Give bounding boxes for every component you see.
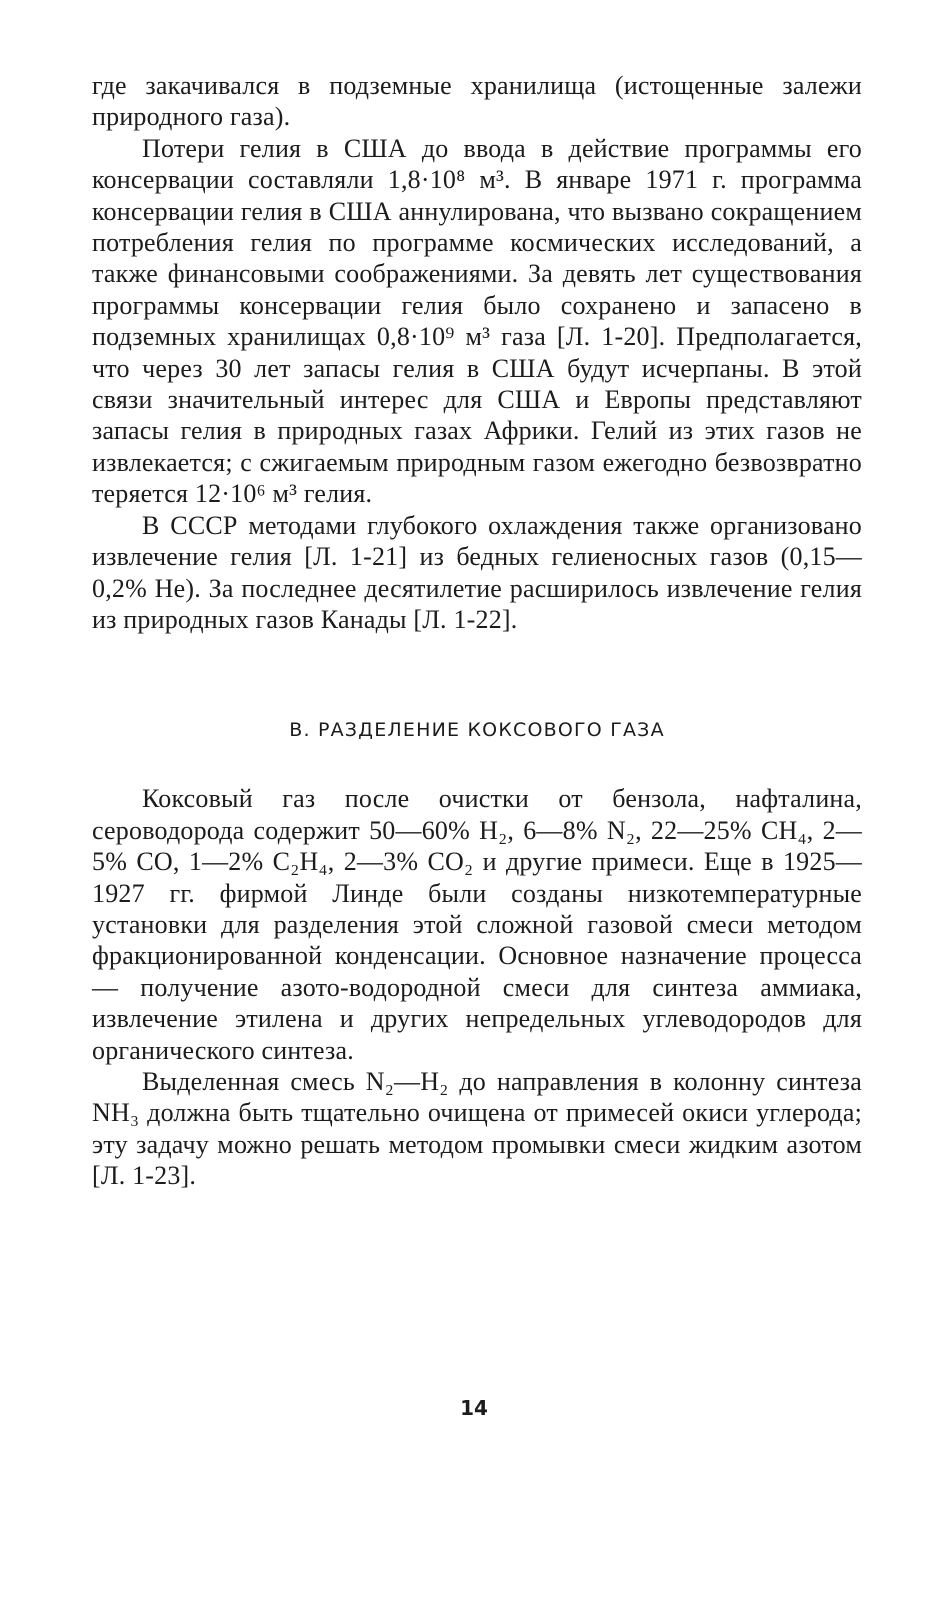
paragraph-helium-ussr: В СССР методами глубокого охлаждения также организовано извлечение гелия [Л. 1-21] из бедных гелиеносных газов (0,15—0,2% He). За последнее десятилетие расширилось извлечение гелия из природных газов Канады [Л. 1-22]. [92,510,862,634]
section-heading: В. РАЗДЕЛЕНИЕ КОКСОВОГО ГАЗА [289,719,665,742]
page-content [92,70,862,1192]
paragraph-coke-gas-composition: Коксовый газ после очистки от бензола, нафталина, сероводорода содержит 50—60% H₂, 6—8% N₂, 22—25% CH₄, 2—5% CO, 1—2% C₂H₄, 2—3% CO₂ и другие примеси. Еще в 1925—1927 гг. фирмой Линде были созданы низкотемпературные установки для разделения этой сложной газовой смеси методом фракционированной конденсации. Основное назначение процесса — получение азото-водородной смеси для синтеза аммиака, извлечение этилена и других непредельных углеводородов для органического синтеза. [92,784,862,1065]
paragraph-n2-h2-mixture: Выделенная смесь N₂—H₂ до направления в колонну синтеза NH₃ должна быть тщательно очищена от примесей окиси углерода; эту задачу можно решать методом промывки смеси жидким азотом [Л. 1-23]. [92,1066,862,1191]
paragraph-helium-losses-usa: Потери гелия в США до ввода в действие программы его консервации составляли 1,8·10⁸ м³. В январе 1971 г. программа консервации гелия в США аннулирована, что вызвано сокращением потребления гелия по программе космических исследований, а также финансовыми соображениями. За девять лет существования программы консервации гелия было сохранено и запасено в подземных хранилищах 0,8·10⁹ м³ газа [Л. 1-20]. Предполагается, что через 30 лет запасы гелия в США будут исчерпаны. В этой связи значительный интерес для США и Европы представляют запасы гелия в природных газах Африки. Гелий из этих газов не извлекается; с сжигаемым природным газом ежегодно безвозвратно теряется 12·10⁶ м³ гелия. [92,133,862,509]
page-number: 14 [460,1396,488,1420]
paragraph-continuation: где закачивался в подземные хранилища (истощенные залежи природного газа). [92,71,862,132]
